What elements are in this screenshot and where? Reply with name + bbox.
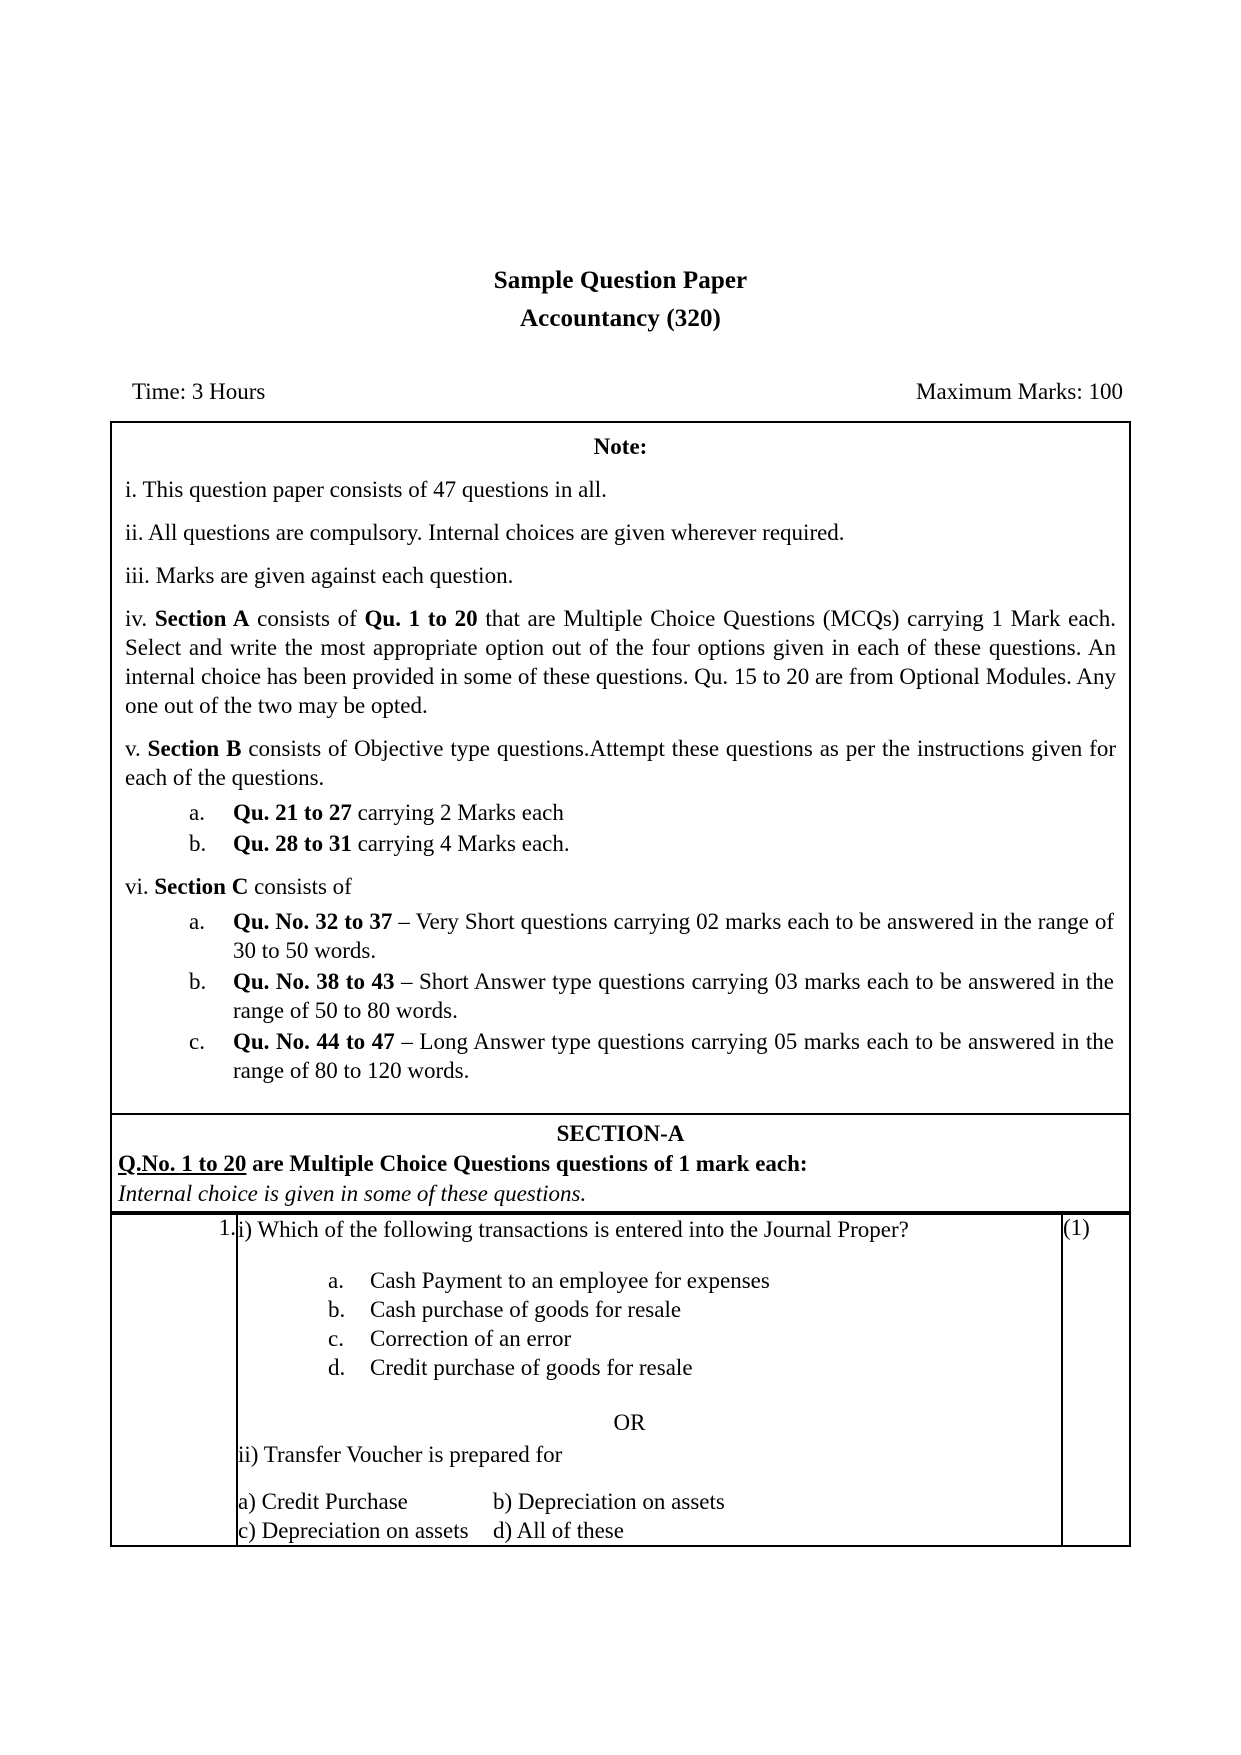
note-item-vi-bold-section: Section C bbox=[154, 874, 249, 899]
option-text: Cash Payment to an employee for expenses bbox=[370, 1268, 770, 1293]
list-text bbox=[233, 1027, 1116, 1085]
list-item bbox=[125, 798, 1116, 827]
note-box bbox=[110, 421, 1131, 1115]
question-number: 1. bbox=[111, 1214, 237, 1546]
list-item bbox=[125, 829, 1116, 858]
alt-option-d[interactable]: d) All of these bbox=[493, 1518, 624, 1543]
alt-option-c[interactable]: c) Depreciation on assets bbox=[238, 1518, 469, 1543]
note-item-vi-rest: consists of bbox=[248, 874, 352, 899]
section-a-instruction-range: Q.No. 1 to 20 bbox=[118, 1151, 247, 1176]
list-item bbox=[125, 1027, 1116, 1085]
list-bold: Qu. No. 44 to 47 bbox=[233, 1029, 395, 1054]
note-item-v-rest: consists of Objective type questions.Attempt these questions as per the instructions given for each of the questions. bbox=[125, 736, 1117, 790]
question-stem-part-ii: ii) Transfer Voucher is prepared for bbox=[238, 1442, 563, 1467]
questions-table bbox=[110, 1213, 1131, 1547]
option-marker: c. bbox=[328, 1326, 344, 1351]
page-subtitle: Accountancy (320) bbox=[520, 305, 721, 332]
list-marker: b. bbox=[189, 831, 207, 856]
question-marks: (1) bbox=[1062, 1214, 1130, 1546]
table-row bbox=[111, 1214, 1130, 1546]
list-bold: Qu. No. 32 to 37 bbox=[233, 909, 393, 934]
list-rest: – Long Answer type questions carrying 05 marks each to be answered in the range of 80 to 120 words. bbox=[233, 1029, 1114, 1083]
note-item-iv-prefix: iv. bbox=[125, 606, 155, 631]
note-heading: Note: bbox=[593, 434, 648, 459]
option-c[interactable] bbox=[238, 1324, 1061, 1353]
alt-option-row bbox=[238, 1487, 1061, 1516]
list-rest: – Short Answer type questions carrying 03 marks each to be answered in the range of 50 to 80 words. bbox=[233, 969, 1114, 1023]
note-item-i: i. This question paper consists of 47 questions in all. bbox=[125, 477, 607, 502]
or-separator: OR bbox=[613, 1410, 646, 1435]
option-text: Correction of an error bbox=[370, 1326, 572, 1351]
list-text bbox=[233, 907, 1116, 965]
section-a-title: SECTION-A bbox=[556, 1121, 685, 1146]
note-item-iii: iii. Marks are given against each question. bbox=[125, 563, 514, 588]
option-marker: d. bbox=[328, 1355, 346, 1380]
list-rest: carrying 4 Marks each. bbox=[351, 831, 570, 856]
option-marker: b. bbox=[328, 1297, 346, 1322]
note-item-iv-bold-range: Qu. 1 to 20 bbox=[364, 606, 478, 631]
note-item-ii: ii. All questions are compulsory. Internal choices are given wherever required. bbox=[125, 520, 845, 545]
option-text: Credit purchase of goods for resale bbox=[370, 1355, 693, 1380]
list-rest: carrying 2 Marks each bbox=[351, 800, 564, 825]
list-text bbox=[233, 829, 1116, 858]
list-bold: Qu. 21 to 27 bbox=[233, 800, 352, 825]
list-bold: Qu. No. 38 to 43 bbox=[233, 969, 395, 994]
list-marker: a. bbox=[189, 800, 205, 825]
section-c-sublist bbox=[125, 907, 1116, 1085]
note-item-v-prefix: v. bbox=[125, 736, 148, 761]
list-bold: Qu. 28 to 31 bbox=[233, 831, 352, 856]
note-item-iv-bold-section: Section A bbox=[154, 606, 250, 631]
list-item bbox=[125, 907, 1116, 965]
exam-max-marks: Maximum Marks: 100 bbox=[916, 379, 1123, 404]
note-item-v bbox=[125, 734, 1116, 792]
note-item-v-bold-section: Section B bbox=[147, 736, 242, 761]
question-stem-part-i: i) Which of the following transactions is entered into the Journal Proper? bbox=[238, 1217, 909, 1242]
list-text bbox=[233, 967, 1116, 1025]
option-b[interactable] bbox=[238, 1295, 1061, 1324]
list-text bbox=[233, 798, 1116, 827]
option-text: Cash purchase of goods for resale bbox=[370, 1297, 682, 1322]
option-a[interactable] bbox=[238, 1266, 1061, 1295]
list-marker: b. bbox=[189, 969, 207, 994]
section-a-internal-choice-note: Internal choice is given in some of these questions. bbox=[118, 1181, 587, 1206]
list-item bbox=[125, 967, 1116, 1025]
note-item-vi bbox=[125, 872, 1116, 901]
exam-meta-row bbox=[110, 379, 1131, 405]
alt-option-row bbox=[238, 1516, 1061, 1545]
list-marker: c. bbox=[189, 1029, 205, 1054]
exam-duration: Time: 3 Hours bbox=[132, 379, 266, 404]
section-a-header-block bbox=[110, 1115, 1131, 1213]
page-content bbox=[110, 262, 1131, 1547]
option-marker: a. bbox=[328, 1268, 344, 1293]
note-item-iv-mid: consists of bbox=[249, 606, 365, 631]
section-b-sublist bbox=[125, 798, 1116, 858]
question-alt-options bbox=[238, 1487, 1061, 1545]
alt-option-a[interactable]: a) Credit Purchase bbox=[238, 1489, 408, 1514]
note-item-iv-rest: that are Multiple Choice Questions (MCQs) carrying 1 Mark each. Select and write the most appropriate option out of the four options given in each of these questions. An internal choice has been provided in some of these questions. Qu. 15 to 20 are from Optional Modules. Any one out of the two may be opted. bbox=[125, 606, 1117, 718]
question-body bbox=[237, 1214, 1062, 1546]
list-marker: a. bbox=[189, 909, 205, 934]
section-a-instruction bbox=[118, 1149, 1123, 1179]
option-d[interactable] bbox=[238, 1353, 1061, 1382]
question-options bbox=[238, 1266, 1061, 1382]
note-item-iv bbox=[125, 604, 1116, 720]
alt-option-b[interactable]: b) Depreciation on assets bbox=[493, 1489, 725, 1514]
list-rest: – Very Short questions carrying 02 marks each to be answered in the range of 30 to 50 words. bbox=[233, 909, 1115, 963]
page-title: Sample Question Paper bbox=[493, 267, 748, 294]
section-a-instruction-rest: are Multiple Choice Questions questions of 1 mark each: bbox=[246, 1151, 808, 1176]
note-item-vi-prefix: vi. bbox=[125, 874, 155, 899]
